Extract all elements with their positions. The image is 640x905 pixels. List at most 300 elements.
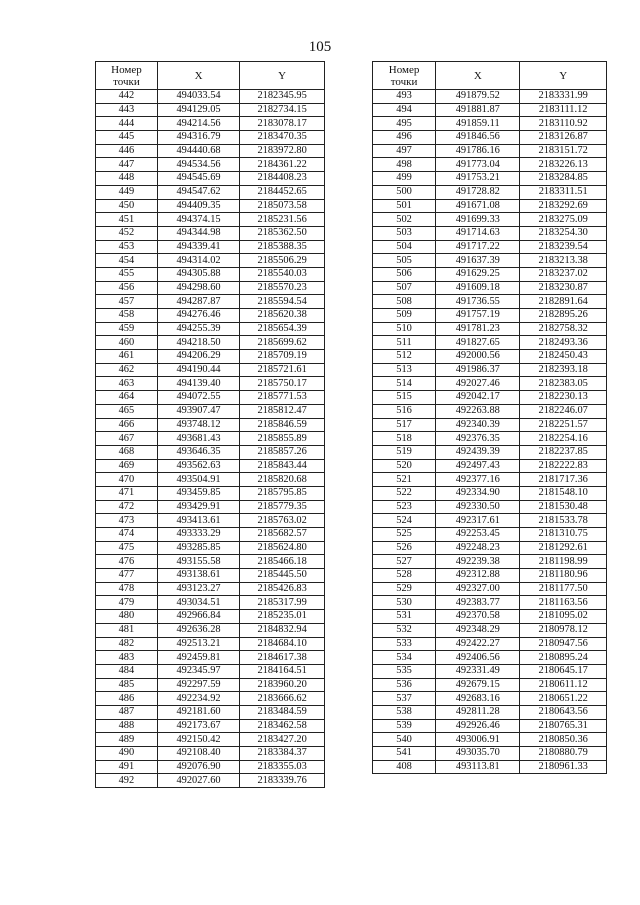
table-row [373,651,607,665]
y-coordinate-cell: 2180895.24 [520,651,607,665]
table-row [96,254,325,268]
x-coordinate-cell: 494129.05 [157,103,239,117]
point-number-cell: 509 [373,309,436,323]
x-coordinate-cell: 491717.22 [436,240,520,254]
x-coordinate-cell: 494344.98 [157,226,239,240]
table-row [373,131,607,145]
x-coordinate-cell: 493907.47 [157,404,239,418]
y-coordinate-cell: 2185388.35 [240,240,325,254]
point-number-cell: 449 [96,185,158,199]
table-row [96,172,325,186]
y-coordinate-cell: 2185445.50 [240,569,325,583]
y-coordinate-cell: 2183254.30 [520,226,607,240]
y-coordinate-cell: 2184617.38 [240,651,325,665]
y-coordinate-cell: 2180611.12 [520,678,607,692]
y-coordinate-cell: 2183339.76 [240,774,325,788]
table-row [96,514,325,528]
x-coordinate-cell: 492042.17 [436,391,520,405]
y-coordinate-cell: 2183960.20 [240,678,325,692]
y-coordinate-cell: 2183292.69 [520,199,607,213]
y-coordinate-cell: 2183427.20 [240,733,325,747]
x-coordinate-cell: 492513.21 [157,637,239,651]
table-row [373,350,607,364]
table-row [373,199,607,213]
y-coordinate-cell: 2184684.10 [240,637,325,651]
y-coordinate-cell: 2183275.09 [520,213,607,227]
x-coordinate-cell: 491859.11 [436,117,520,131]
point-number-cell: 518 [373,432,436,446]
point-number-cell: 507 [373,281,436,295]
point-number-cell: 485 [96,678,158,692]
y-coordinate-cell: 2185317.99 [240,596,325,610]
x-coordinate-cell: 492248.23 [436,541,520,555]
y-coordinate-cell: 2181717.36 [520,473,607,487]
table-row [96,555,325,569]
x-coordinate-cell: 494374.15 [157,213,239,227]
y-coordinate-cell: 2184164.51 [240,664,325,678]
y-coordinate-cell: 2185771.53 [240,391,325,405]
point-number-cell: 530 [373,596,436,610]
point-number-cell: 526 [373,541,436,555]
y-coordinate-cell: 2185750.17 [240,377,325,391]
x-coordinate-cell: 492173.67 [157,719,239,733]
coordinates-table-right [372,61,607,774]
table-row [373,391,607,405]
y-coordinate-cell: 2185857.26 [240,445,325,459]
x-coordinate-cell: 491609.18 [436,281,520,295]
y-coordinate-cell: 2182734.15 [240,103,325,117]
point-number-cell: 469 [96,459,158,473]
point-number-cell: 463 [96,377,158,391]
y-coordinate-cell: 2185795.85 [240,486,325,500]
table-row [373,747,607,761]
table-row [96,199,325,213]
table-row [96,350,325,364]
table-row [96,391,325,405]
x-coordinate-cell: 492239.38 [436,555,520,569]
point-number-cell: 481 [96,623,158,637]
x-coordinate-cell: 492926.46 [436,719,520,733]
table-row [373,664,607,678]
point-number-cell: 457 [96,295,158,309]
point-number-cell: 459 [96,322,158,336]
point-number-cell: 460 [96,336,158,350]
x-coordinate-cell: 493681.43 [157,432,239,446]
point-number-cell: 522 [373,486,436,500]
x-coordinate-cell: 494190.44 [157,363,239,377]
point-number-cell: 489 [96,733,158,747]
point-number-cell: 480 [96,610,158,624]
y-coordinate-cell: 2183311.51 [520,185,607,199]
x-coordinate-cell: 493333.29 [157,528,239,542]
header-x: X [157,62,239,90]
point-number-cell: 465 [96,404,158,418]
x-coordinate-cell: 492027.46 [436,377,520,391]
table-row [373,295,607,309]
table-row [96,295,325,309]
y-coordinate-cell: 2180978.12 [520,623,607,637]
x-coordinate-cell: 493646.35 [157,445,239,459]
table-row [96,131,325,145]
x-coordinate-cell: 493562.63 [157,459,239,473]
x-coordinate-cell: 491637.39 [436,254,520,268]
table-row [373,281,607,295]
point-number-cell: 504 [373,240,436,254]
point-number-cell: 491 [96,760,158,774]
point-number-cell: 482 [96,637,158,651]
x-coordinate-cell: 492422.27 [436,637,520,651]
point-number-cell: 468 [96,445,158,459]
point-number-cell: 461 [96,350,158,364]
point-number-cell: 453 [96,240,158,254]
y-coordinate-cell: 2185709.19 [240,350,325,364]
x-coordinate-cell: 491786.16 [436,144,520,158]
y-coordinate-cell: 2185843.44 [240,459,325,473]
x-coordinate-cell: 493155.58 [157,555,239,569]
point-number-cell: 533 [373,637,436,651]
y-coordinate-cell: 2183384.37 [240,747,325,761]
x-coordinate-cell: 493748.12 [157,418,239,432]
coordinates-table-left [95,61,325,788]
point-number-cell: 506 [373,267,436,281]
y-coordinate-cell: 2183226.13 [520,158,607,172]
y-coordinate-cell: 2181548.10 [520,486,607,500]
x-coordinate-cell: 494033.54 [157,90,239,104]
x-coordinate-cell: 492683.16 [436,692,520,706]
table-row [96,528,325,542]
table-row [373,528,607,542]
point-number-cell: 528 [373,569,436,583]
x-coordinate-cell: 492181.60 [157,705,239,719]
y-coordinate-cell: 2185699.62 [240,336,325,350]
point-number-cell: 539 [373,719,436,733]
x-coordinate-cell: 493123.27 [157,582,239,596]
table-row [96,418,325,432]
y-coordinate-cell: 2182891.64 [520,295,607,309]
table-row [96,569,325,583]
x-coordinate-cell: 492317.61 [436,514,520,528]
point-number-cell: 451 [96,213,158,227]
y-coordinate-cell: 2185235.01 [240,610,325,624]
x-coordinate-cell: 492000.56 [436,350,520,364]
point-number-cell: 478 [96,582,158,596]
point-number-cell: 448 [96,172,158,186]
table-row [96,309,325,323]
point-number-cell: 473 [96,514,158,528]
point-number-cell: 452 [96,226,158,240]
y-coordinate-cell: 2183470.35 [240,131,325,145]
page-number: 105 [308,39,332,55]
table-row [373,377,607,391]
point-number-cell: 483 [96,651,158,665]
point-number-cell: 537 [373,692,436,706]
point-number-cell: 497 [373,144,436,158]
x-coordinate-cell: 492459.81 [157,651,239,665]
header-y: Y [520,62,607,90]
y-coordinate-cell: 2182895.26 [520,309,607,323]
point-number-cell: 456 [96,281,158,295]
y-coordinate-cell: 2182222.83 [520,459,607,473]
point-number-cell: 494 [373,103,436,117]
y-coordinate-cell: 2180880.79 [520,747,607,761]
point-number-cell: 454 [96,254,158,268]
y-coordinate-cell: 2181310.75 [520,528,607,542]
table-row [373,692,607,706]
table-row [373,309,607,323]
x-coordinate-cell: 494545.69 [157,172,239,186]
table-row [373,213,607,227]
point-number-cell: 471 [96,486,158,500]
y-coordinate-cell: 2182254.16 [520,432,607,446]
point-number-cell: 502 [373,213,436,227]
point-number-cell: 450 [96,199,158,213]
table-row [96,692,325,706]
point-number-cell: 470 [96,473,158,487]
point-number-cell: 495 [373,117,436,131]
point-number-cell: 525 [373,528,436,542]
y-coordinate-cell: 2185506.29 [240,254,325,268]
point-number-cell: 508 [373,295,436,309]
table-row [96,582,325,596]
point-number-cell: 446 [96,144,158,158]
y-coordinate-cell: 2180947.56 [520,637,607,651]
y-coordinate-cell: 2184361.22 [240,158,325,172]
table-row [373,90,607,104]
point-number-cell: 499 [373,172,436,186]
y-coordinate-cell: 2185654.39 [240,322,325,336]
y-coordinate-cell: 2183462.58 [240,719,325,733]
table-row [96,623,325,637]
x-coordinate-cell: 493006.91 [436,733,520,747]
point-number-cell: 512 [373,350,436,364]
x-coordinate-cell: 494214.56 [157,117,239,131]
x-coordinate-cell: 494298.60 [157,281,239,295]
x-coordinate-cell: 492377.16 [436,473,520,487]
point-number-cell: 484 [96,664,158,678]
x-coordinate-cell: 493504.91 [157,473,239,487]
point-number-cell: 520 [373,459,436,473]
point-number-cell: 498 [373,158,436,172]
point-number-cell: 466 [96,418,158,432]
x-coordinate-cell: 494206.29 [157,350,239,364]
table-row [373,596,607,610]
y-coordinate-cell: 2185540.03 [240,267,325,281]
table-row [96,596,325,610]
x-coordinate-cell: 492406.56 [436,651,520,665]
y-coordinate-cell: 2183110.92 [520,117,607,131]
table-row [373,678,607,692]
table-row [373,760,607,774]
table-row [96,226,325,240]
x-coordinate-cell: 491773.04 [436,158,520,172]
y-coordinate-cell: 2182758.32 [520,322,607,336]
point-number-cell: 445 [96,131,158,145]
point-number-cell: 538 [373,705,436,719]
x-coordinate-cell: 494316.79 [157,131,239,145]
y-coordinate-cell: 2182230.13 [520,391,607,405]
table-row [96,117,325,131]
table-row [373,240,607,254]
y-coordinate-cell: 2181533.78 [520,514,607,528]
point-number-cell: 505 [373,254,436,268]
table-row [373,267,607,281]
point-number-cell: 486 [96,692,158,706]
table-row [96,760,325,774]
point-number-cell: 467 [96,432,158,446]
x-coordinate-cell: 491629.25 [436,267,520,281]
point-number-cell: 472 [96,500,158,514]
y-coordinate-cell: 2183213.38 [520,254,607,268]
x-coordinate-cell: 492253.45 [436,528,520,542]
x-coordinate-cell: 492679.15 [436,678,520,692]
point-number-cell: 492 [96,774,158,788]
x-coordinate-cell: 494305.88 [157,267,239,281]
point-number-cell: 541 [373,747,436,761]
y-coordinate-cell: 2181163.56 [520,596,607,610]
x-coordinate-cell: 491846.56 [436,131,520,145]
table-row [373,486,607,500]
y-coordinate-cell: 2185812.47 [240,404,325,418]
x-coordinate-cell: 491728.82 [436,185,520,199]
table-header-row [96,62,325,90]
table-row [96,774,325,788]
table-row [373,637,607,651]
table-row [373,445,607,459]
y-coordinate-cell: 2181180.96 [520,569,607,583]
table-row [96,500,325,514]
x-coordinate-cell: 491753.21 [436,172,520,186]
table-row [96,363,325,377]
y-coordinate-cell: 2185570.23 [240,281,325,295]
y-coordinate-cell: 2185846.59 [240,418,325,432]
table-row [373,473,607,487]
y-coordinate-cell: 2185073.58 [240,199,325,213]
y-coordinate-cell: 2181177.50 [520,582,607,596]
header-y: Y [240,62,325,90]
y-coordinate-cell: 2181095.02 [520,610,607,624]
point-number-cell: 511 [373,336,436,350]
x-coordinate-cell: 491736.55 [436,295,520,309]
y-coordinate-cell: 2184832.94 [240,623,325,637]
x-coordinate-cell: 491699.33 [436,213,520,227]
y-coordinate-cell: 2182237.85 [520,445,607,459]
table-row [96,733,325,747]
point-number-cell: 513 [373,363,436,377]
table-row [96,664,325,678]
point-number-cell: 500 [373,185,436,199]
table-row [96,610,325,624]
y-coordinate-cell: 2182246.07 [520,404,607,418]
y-coordinate-cell: 2181530.48 [520,500,607,514]
y-coordinate-cell: 2183355.03 [240,760,325,774]
table-row [96,322,325,336]
table-row [96,747,325,761]
table-row [373,404,607,418]
table-row [373,555,607,569]
table-row [373,322,607,336]
x-coordinate-cell: 492497.43 [436,459,520,473]
y-coordinate-cell: 2183284.85 [520,172,607,186]
table-row [96,445,325,459]
y-coordinate-cell: 2182251.57 [520,418,607,432]
point-number-cell: 476 [96,555,158,569]
table-row [373,719,607,733]
y-coordinate-cell: 2185763.02 [240,514,325,528]
x-coordinate-cell: 492330.50 [436,500,520,514]
y-coordinate-cell: 2183111.12 [520,103,607,117]
x-coordinate-cell: 492327.00 [436,582,520,596]
y-coordinate-cell: 2185620.38 [240,309,325,323]
table-row [96,432,325,446]
point-number-cell: 532 [373,623,436,637]
x-coordinate-cell: 494218.50 [157,336,239,350]
point-number-cell: 514 [373,377,436,391]
point-number-cell: 496 [373,131,436,145]
point-number-cell: 493 [373,90,436,104]
x-coordinate-cell: 492312.88 [436,569,520,583]
point-number-cell: 442 [96,90,158,104]
table-row [96,637,325,651]
y-coordinate-cell: 2182393.18 [520,363,607,377]
table-row [96,213,325,227]
y-coordinate-cell: 2182450.43 [520,350,607,364]
table-row [373,541,607,555]
table-row [373,158,607,172]
point-number-cell: 474 [96,528,158,542]
point-number-cell: 487 [96,705,158,719]
point-number-cell: 529 [373,582,436,596]
x-coordinate-cell: 492108.40 [157,747,239,761]
x-coordinate-cell: 492340.39 [436,418,520,432]
table-row [373,610,607,624]
table-row [373,582,607,596]
header-point-number: Номер точки [373,62,436,90]
point-number-cell: 475 [96,541,158,555]
x-coordinate-cell: 494547.62 [157,185,239,199]
x-coordinate-cell: 491881.87 [436,103,520,117]
x-coordinate-cell: 491671.08 [436,199,520,213]
table-row [96,103,325,117]
x-coordinate-cell: 492076.90 [157,760,239,774]
x-coordinate-cell: 494339.41 [157,240,239,254]
point-number-cell: 517 [373,418,436,432]
x-coordinate-cell: 493138.61 [157,569,239,583]
table-row [96,705,325,719]
table-header-row [373,62,607,90]
point-number-cell: 490 [96,747,158,761]
y-coordinate-cell: 2180645.17 [520,664,607,678]
x-coordinate-cell: 494276.46 [157,309,239,323]
table-row [96,404,325,418]
table-row [373,623,607,637]
x-coordinate-cell: 494534.56 [157,158,239,172]
header-point-number: Номер точки [96,62,158,90]
y-coordinate-cell: 2185466.18 [240,555,325,569]
y-coordinate-cell: 2185855.89 [240,432,325,446]
y-coordinate-cell: 2185594.54 [240,295,325,309]
x-coordinate-cell: 492334.90 [436,486,520,500]
x-coordinate-cell: 494287.87 [157,295,239,309]
point-number-cell: 443 [96,103,158,117]
point-number-cell: 524 [373,514,436,528]
y-coordinate-cell: 2181198.99 [520,555,607,569]
x-coordinate-cell: 494255.39 [157,322,239,336]
y-coordinate-cell: 2183666.62 [240,692,325,706]
y-coordinate-cell: 2183230.87 [520,281,607,295]
y-coordinate-cell: 2185624.80 [240,541,325,555]
table-row [373,254,607,268]
x-coordinate-cell: 493034.51 [157,596,239,610]
